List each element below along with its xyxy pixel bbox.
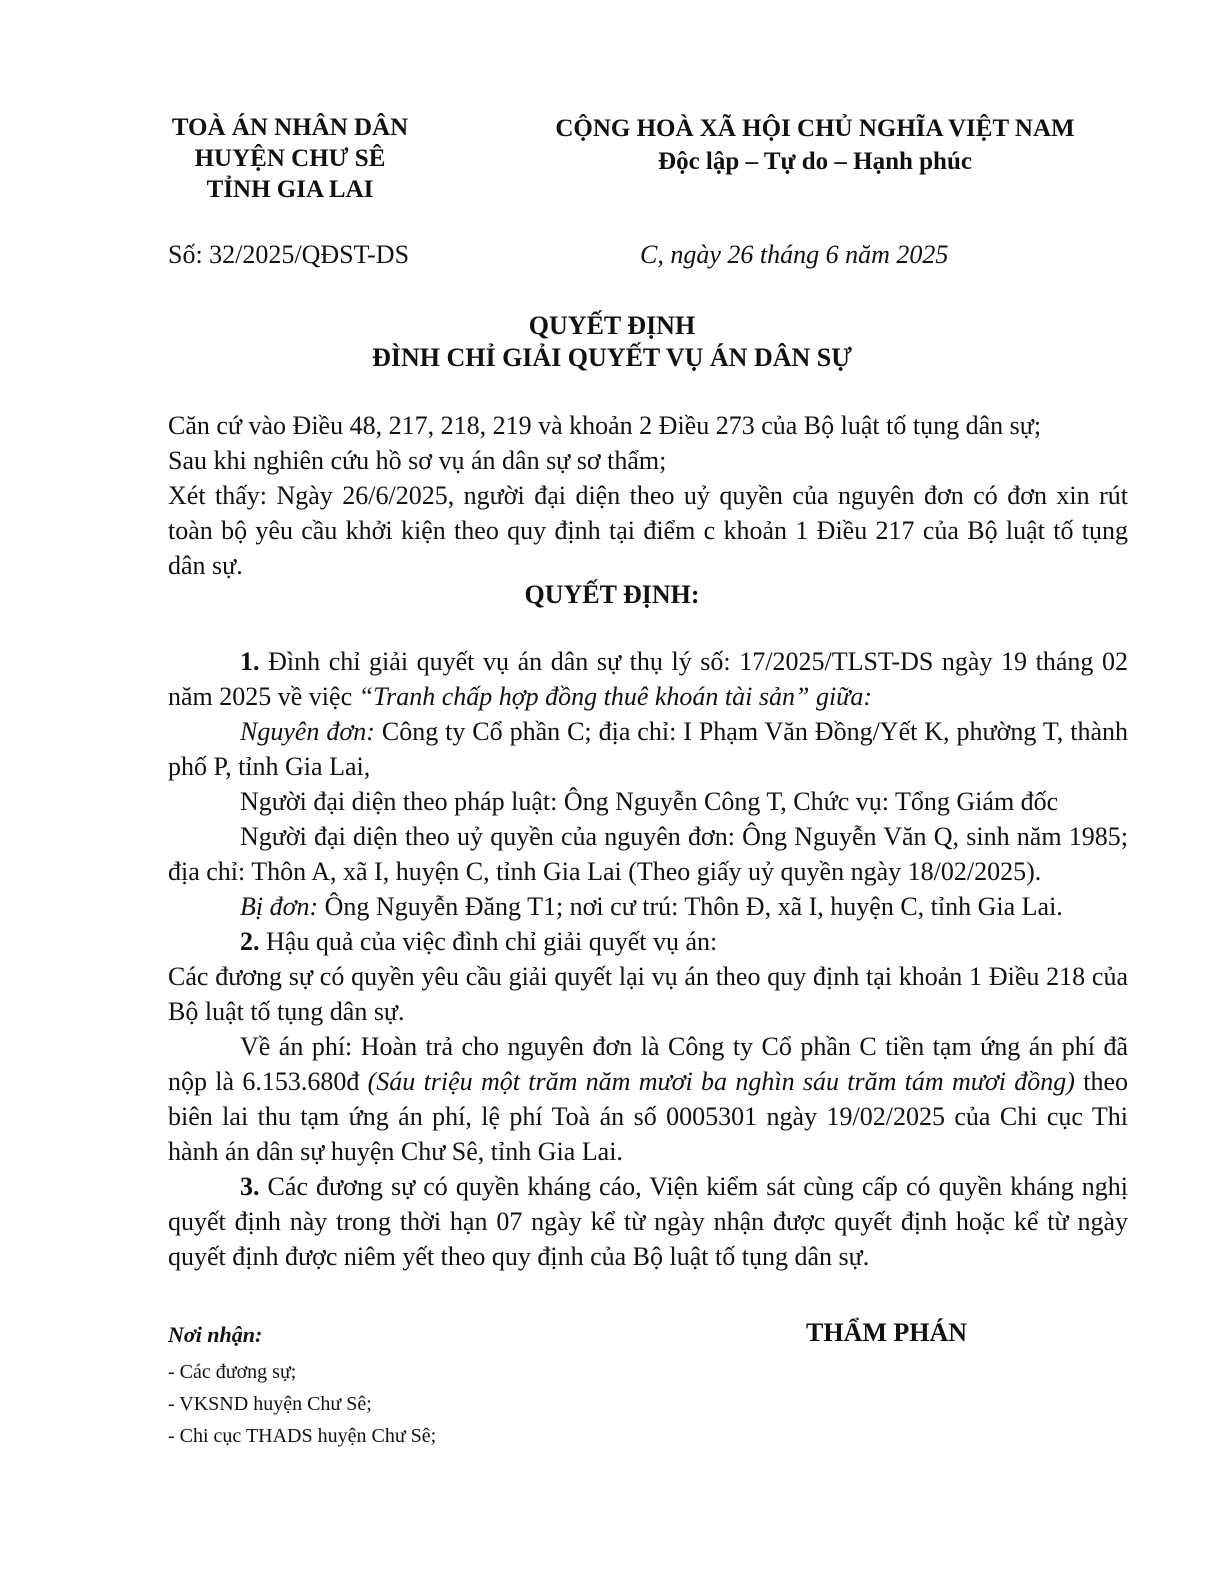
court-fee-text-a: Về án phí: Hoàn trả cho nguyên đơn là Công ty Cổ phần C tiền tạm ứng án phí đã nộp là 6.153.680đ	[168, 1032, 1128, 1096]
item-3-number: 3.	[240, 1172, 260, 1201]
item-1	[168, 644, 1128, 714]
court-fee-text-b: theo biên lai thu tạm ứng án phí, lệ phí Toà án số 0005301 ngày 19/02/2025 của Chi cục Thi hành án dân sự huyện Chư Sê, tỉnh Gia Lai.	[168, 1067, 1129, 1166]
item-2-consequence: Các đương sự có quyền yêu cầu giải quyết lại vụ án theo quy định tại khoản 1 Điều 218 của Bộ luật tố tụng dân sự.	[168, 962, 1128, 1026]
item-2-text: Hậu quả của việc đình chỉ giải quyết vụ án:	[259, 927, 718, 956]
signer-title: THẨM PHÁN	[806, 1318, 968, 1347]
document-title	[0, 310, 1224, 374]
item-2	[168, 924, 1128, 959]
decision-heading: QUYẾT ĐỊNH:	[524, 580, 700, 609]
court-line-2: HUYỆN CHƯ SÊ	[194, 145, 386, 172]
defendant-label: Bị đơn:	[240, 892, 319, 921]
item-1-number: 1.	[240, 647, 260, 676]
court-fee	[168, 1029, 1128, 1169]
case-name: “Tranh chấp hợp đồng thuê khoán tài sản” giữa:	[358, 682, 873, 711]
preamble	[168, 408, 1128, 583]
court-line-1: TOÀ ÁN NHÂN DÂN	[171, 114, 409, 141]
finding-statement: Xét thấy: Ngày 26/6/2025, người đại diện theo uỷ quyền của nguyên đơn có đơn xin rút toàn bộ yêu cầu khởi kiện theo quy định tại điểm c khoản 1 Điều 217 của Bộ luật tố tụng dân sự.	[168, 481, 1128, 580]
court-fee-words: (Sáu triệu một trăm năm mươi ba nghìn sáu trăm tám mươi đồng)	[367, 1067, 1075, 1096]
nation-name: CỘNG HOÀ XÃ HỘI CHỦ NGHĨA VIỆT NAM	[555, 115, 1075, 142]
national-motto: Độc lập – Tự do – Hạnh phúc	[658, 148, 972, 175]
item-2-number: 2.	[240, 927, 260, 956]
item-1-text: Đình chỉ giải quyết vụ án dân sự thụ lý số: 17/2025/TLST-DS ngày 19 tháng 02 năm 2025 về việc	[168, 647, 1128, 711]
legal-representative: Người đại diện theo pháp luật: Ông Nguyễn Công T, Chức vụ: Tổng Giám đốc	[240, 787, 1059, 816]
recipient-item: - Các đương sự;	[168, 1361, 297, 1383]
legal-basis: Căn cứ vào Điều 48, 217, 218, 219 và khoản 2 Điều 273 của Bộ luật tố tụng dân sự;	[168, 411, 1042, 440]
item-3-text: Các đương sự có quyền kháng cáo, Viện kiểm sát cùng cấp có quyền kháng nghị quyết định này trong thời hạn 07 ngày kể từ ngày nhận được quyết định hoặc kể từ ngày quyết định được niêm yết theo quy định của Bộ luật tố tụng dân sự.	[168, 1172, 1128, 1271]
plaintiff-text: Công ty Cổ phần C; địa chỉ: I Phạm Văn Đồng/Yết K, phường T, thành phố P, tỉnh Gia Lai,	[168, 717, 1128, 781]
plaintiff-label: Nguyên đơn:	[240, 717, 375, 746]
title-line-2: ĐÌNH CHỈ GIẢI QUYẾT VỤ ÁN DÂN SỰ	[372, 343, 852, 372]
court-line-3: TỈNH GIA LAI	[206, 176, 374, 203]
item-3	[168, 1169, 1128, 1274]
court-name	[150, 112, 430, 205]
authorized-representative: Người đại diện theo uỷ quyền của nguyên đơn: Ông Nguyễn Văn Q, sinh năm 1985; địa chỉ: Thôn A, xã I, huyện C, tỉnh Gia Lai (Theo giấy uỷ quyền ngày 18/02/2025).	[168, 822, 1128, 886]
title-line-1: QUYẾT ĐỊNH	[528, 311, 696, 340]
defendant-text: Ông Nguyễn Đăng T1; nơi cư trú: Thôn Đ, xã I, huyện C, tỉnh Gia Lai.	[318, 892, 1063, 921]
defendant	[168, 889, 1128, 924]
recipients-title: Nơi nhận:	[168, 1322, 263, 1347]
national-header	[520, 112, 1110, 178]
document-number: Số: 32/2025/QĐST-DS	[168, 240, 410, 269]
recipient-item: - Chi cục THADS huyện Chư Sê;	[168, 1425, 437, 1447]
recipient-item: - VKSND huyện Chư Sê;	[168, 1393, 372, 1415]
review-statement: Sau khi nghiên cứu hồ sơ vụ án dân sự sơ thẩm;	[168, 446, 667, 475]
decision-body	[168, 644, 1128, 1274]
recipients-list	[168, 1356, 436, 1452]
place-and-date: C, ngày 26 tháng 6 năm 2025	[640, 240, 949, 269]
plaintiff	[168, 714, 1128, 784]
